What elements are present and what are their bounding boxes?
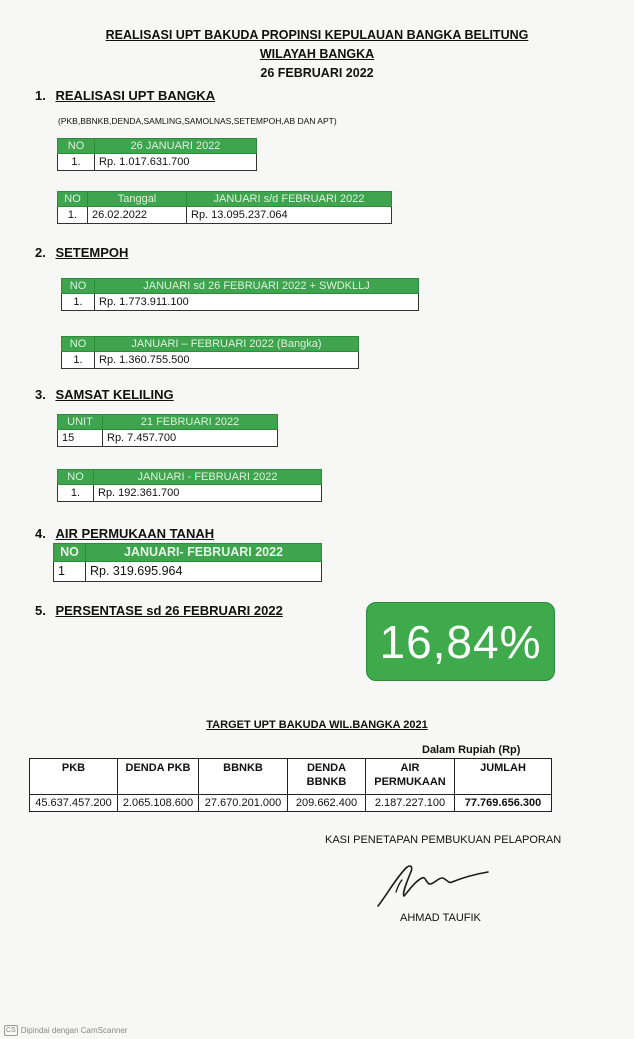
col-period: JANUARI - FEBRUARI 2022	[94, 470, 322, 485]
cell-jumlah: 77.769.656.300	[455, 795, 552, 812]
col-air-permukaan: AIR PERMUKAAN	[366, 759, 455, 795]
target-table	[29, 758, 552, 812]
col-period: JANUARI – FEBRUARI 2022 (Bangka)	[95, 337, 359, 352]
table-header-row	[30, 759, 552, 795]
table-row	[58, 154, 257, 171]
doc-title: REALISASI UPT BAKUDA PROPINSI KEPULAUAN BANGKA BELITUNG	[105, 28, 529, 42]
table-header-row	[62, 337, 359, 352]
col-period: 26 JANUARI 2022	[95, 139, 257, 154]
table-row	[62, 294, 419, 311]
section-3-title: SAMSAT KELILING	[55, 387, 174, 402]
camscanner-logo-icon: CS	[6, 1027, 16, 1034]
cell-no: 1.	[58, 154, 95, 171]
sec4-table-apt	[53, 543, 322, 582]
section-2-number: 2.	[35, 245, 46, 260]
cell-air-permukaan: 2.187.227.100	[366, 795, 455, 812]
table-row	[54, 562, 322, 582]
col-no: NO	[62, 279, 95, 294]
cell-bbnkb: 27.670.201.000	[199, 795, 288, 812]
scanner-watermark	[4, 1025, 127, 1036]
col-period: JANUARI- FEBRUARI 2022	[86, 544, 322, 562]
sec3-table-unit	[57, 414, 278, 447]
doc-region: WILAYAH BANGKA	[259, 47, 375, 61]
cell-no: 1.	[58, 207, 88, 224]
cell-denda-pkb: 2.065.108.600	[118, 795, 199, 812]
table-row	[58, 430, 278, 447]
cell-date: 26.02.2022	[88, 207, 187, 224]
cell-amount: Rp. 1.017.631.700	[95, 154, 257, 171]
section-1-heading	[35, 88, 215, 103]
cell-denda-bbnkb: 209.662.400	[288, 795, 366, 812]
percentage-badge	[366, 602, 555, 681]
section-3-heading	[35, 387, 174, 402]
col-jumlah: JUMLAH	[455, 759, 552, 795]
section-5-title: PERSENTASE sd 26 FEBRUARI 2022	[55, 603, 283, 618]
cell-amount: Rp. 319.695.964	[86, 562, 322, 582]
col-period: 21 FEBRUARI 2022	[103, 415, 278, 430]
cell-no: 1.	[62, 294, 95, 311]
sec3-table-jan-feb	[57, 469, 322, 502]
section-1-subtitle: (PKB,BBNKB,DENDA,SAMLING,SAMOLNAS,SETEMPOH,AB DAN APT)	[58, 116, 337, 126]
cell-unit: 15	[58, 430, 103, 447]
doc-date: 26 FEBRUARI 2022	[260, 66, 374, 80]
col-unit: UNIT	[58, 415, 103, 430]
cell-no: 1.	[58, 485, 94, 502]
section-5-number: 5.	[35, 603, 46, 618]
target-title: TARGET UPT BAKUDA WIL.BANGKA 2021	[206, 719, 428, 731]
table-row	[58, 485, 322, 502]
table-header-row	[58, 415, 278, 430]
col-denda-pkb: DENDA PKB	[118, 759, 199, 795]
target-unit: Dalam Rupiah (Rp)	[422, 744, 521, 756]
cell-amount: Rp. 13.095.237.064	[187, 207, 392, 224]
table-header-row	[58, 139, 257, 154]
table-row	[30, 795, 552, 812]
col-bbnkb: BBNKB	[199, 759, 288, 795]
section-1-number: 1.	[35, 88, 46, 103]
col-pkb: PKB	[30, 759, 118, 795]
percentage-value: 16,84%	[379, 615, 542, 668]
col-date: Tanggal	[88, 192, 187, 207]
sec2-table-swdkllj	[61, 278, 419, 311]
section-4-heading	[35, 526, 214, 541]
signature-icon	[372, 856, 494, 912]
signer-name: AHMAD TAUFIK	[400, 912, 481, 924]
cell-amount: Rp. 7.457.700	[103, 430, 278, 447]
table-row	[62, 352, 359, 369]
col-period: JANUARI s/d FEBRUARI 2022	[187, 192, 392, 207]
table-header-row	[62, 279, 419, 294]
cell-amount: Rp. 1.360.755.500	[95, 352, 359, 369]
cell-amount: Rp. 192.361.700	[94, 485, 322, 502]
sec1-table-january	[57, 138, 257, 171]
section-4-number: 4.	[35, 526, 46, 541]
col-denda-bbnkb: DENDA BBNKB	[288, 759, 366, 795]
table-header-row	[54, 544, 322, 562]
section-4-title: AIR PERMUKAAN TANAH	[55, 526, 215, 541]
cell-no: 1.	[62, 352, 95, 369]
col-period: JANUARI sd 26 FEBRUARI 2022 + SWDKLLJ	[95, 279, 419, 294]
section-2-heading	[35, 245, 128, 260]
col-no: NO	[58, 192, 88, 207]
table-row	[58, 207, 392, 224]
cell-no: 1	[54, 562, 86, 582]
col-no: NO	[54, 544, 86, 562]
section-5-heading	[35, 603, 283, 618]
col-no: NO	[58, 139, 95, 154]
section-3-number: 3.	[35, 387, 46, 402]
cell-pkb: 45.637.457.200	[30, 795, 118, 812]
section-1-title: REALISASI UPT BANGKA	[55, 88, 216, 103]
section-2-title: SETEMPOH	[55, 245, 129, 260]
col-no: NO	[58, 470, 94, 485]
col-no: NO	[62, 337, 95, 352]
table-header-row	[58, 192, 392, 207]
table-header-row	[58, 470, 322, 485]
sec1-table-jan-feb	[57, 191, 392, 224]
watermark-text: Dipindai dengan CamScanner	[20, 1026, 128, 1035]
sec2-table-bangka	[61, 336, 359, 369]
cell-amount: Rp. 1.773.911.100	[95, 294, 419, 311]
signer-role: KASI PENETAPAN PEMBUKUAN PELAPORAN	[325, 834, 562, 846]
